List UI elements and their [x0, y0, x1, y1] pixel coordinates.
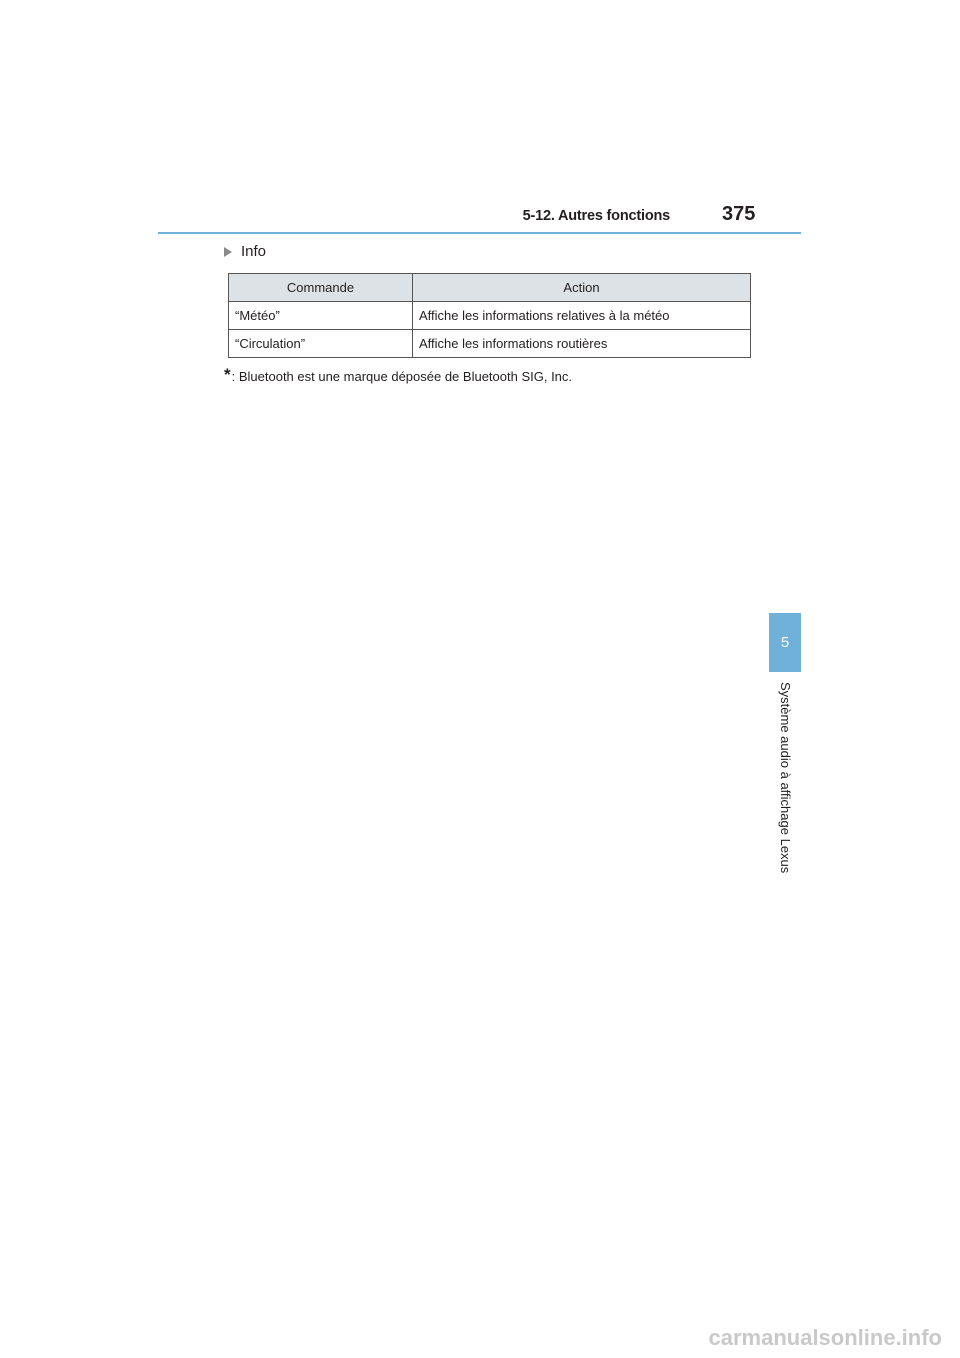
page-number: 375	[722, 203, 756, 225]
triangle-right-icon	[224, 247, 232, 257]
footnote-text: : Bluetooth est une marque déposée de Bluetooth SIG, Inc.	[231, 369, 573, 384]
section-heading	[224, 243, 266, 260]
table-cell-command: “Météo”	[229, 302, 413, 330]
table-cell-command: “Circulation”	[229, 330, 413, 358]
table-row	[229, 330, 751, 358]
table-cell-action: Affiche les informations relatives à la météo	[413, 302, 751, 330]
section-heading-label: Info	[241, 243, 267, 260]
table-cell-action: Affiche les informations routières	[413, 330, 751, 358]
table-header-row	[229, 274, 751, 302]
chapter-tab	[769, 613, 801, 672]
command-table	[228, 273, 751, 358]
footnote-mark: *	[224, 365, 231, 384]
chapter-title: Système audio à affichage Lexus	[778, 682, 793, 874]
watermark: carmanualsonline.info	[708, 1325, 942, 1350]
header-section-title: 5-12. Autres fonctions	[522, 208, 670, 224]
column-header-action: Action	[413, 274, 751, 302]
header-divider	[158, 232, 801, 234]
column-header-command: Commande	[229, 274, 413, 302]
chapter-number: 5	[780, 634, 790, 651]
footnote	[224, 365, 573, 384]
table-row	[229, 302, 751, 330]
